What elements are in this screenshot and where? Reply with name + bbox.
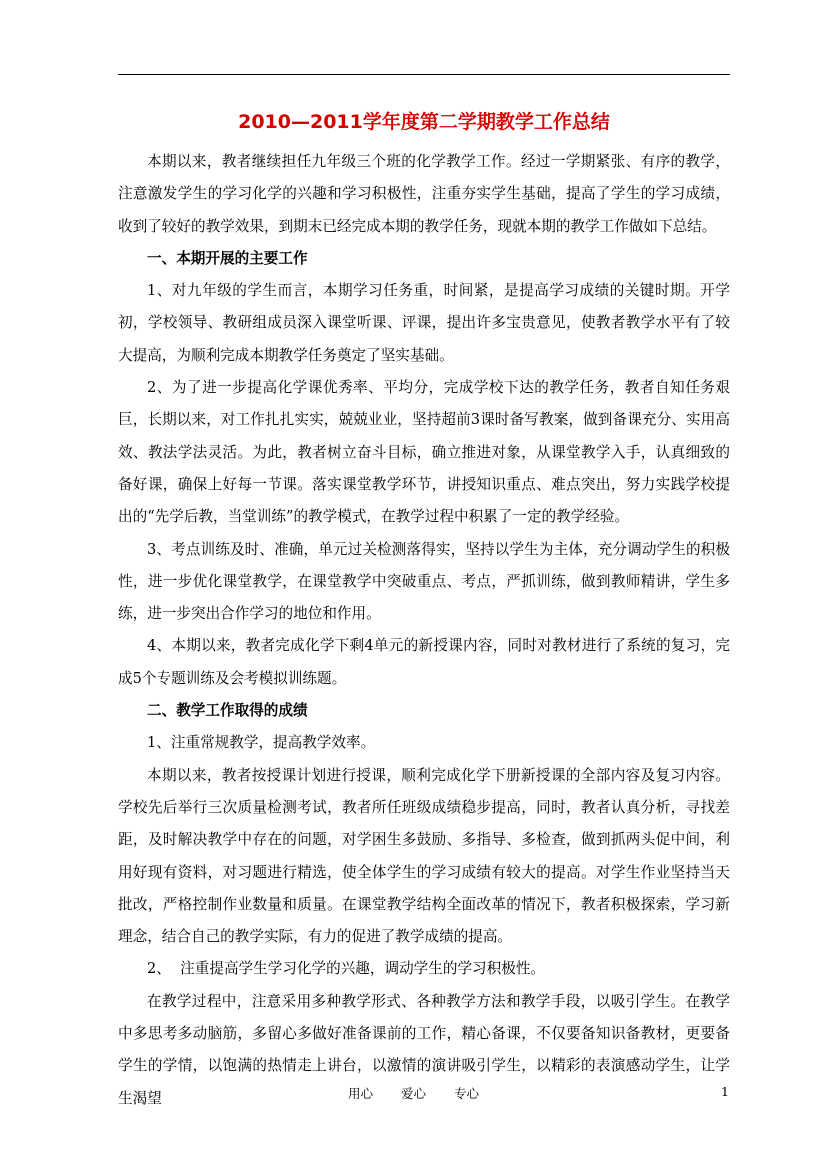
section2-paragraph-2: 在教学过程中，注意采用多种教学形式、各种教学方法和教学手段，以吸引学生。在教学中多思考多动脑筋，多留心多做好准备课前的工作，精心备课，不仅要备知识备教材，更要备学生的学情，以饱满的热情走上讲台，以激情的演讲吸引学生，以精彩的表演感动学生，让学生渴望 bbox=[118, 992, 730, 1107]
section2-paragraph-1: 本期以来，教者按授课计划进行授课，顺利完成化学下册新授课的全部内容及复习内容。学校先后举行三次质量检测考试，教者所任班级成绩稳步提高，同时，教者认真分析，寻找差距，及时解决教学中存在的问题，对学困生多鼓励、多指导、多检查，做到抓两头促中间，利用好现有资料，对习题进行精选，使全体学生的学习成绩有较大的提高。对学生作业坚持当天批改，严格控制作业数量和质量。在课堂教学结构全面改革的情况下，教者积极探索，学习新理念，结合自己的教学实际，有力的促进了教学成绩的提高。 bbox=[118, 766, 730, 946]
footer-word-2: 爱心 bbox=[400, 1086, 426, 1101]
section2-sub1: 1、注重常规教学，提高教学效率。 bbox=[147, 734, 376, 752]
document-body bbox=[118, 146, 730, 1115]
section2-heading: 二、教学工作取得的成绩 bbox=[147, 702, 308, 720]
footer-motto bbox=[0, 1084, 827, 1102]
section1-heading: 一、本期开展的主要工作 bbox=[147, 249, 308, 267]
document-title: 2010—2011学年度第二学期教学工作总结 bbox=[238, 111, 610, 133]
header-rule bbox=[118, 74, 730, 75]
section1-item-2: 2、为了进一步提高化学课优秀率、平均分，完成学校下达的教学任务，教者自知任务艰巨，长期以来，对工作扎扎实实，兢兢业业，坚持超前3课时备写教案，做到备课充分、实用高效、教法学法灵活。为此，教者树立奋斗目标，确立推进对象，从课堂教学入手，认真细致的备好课，确保上好每一节课。落实课堂教学环节，讲授知识重点、难点突出，努力实践学校提出的“先学后教，当堂训练”的教学模式，在教学过程中积累了一定的教学经验。 bbox=[118, 379, 730, 526]
section2-sub2: 2、 注重提高学生学习化学的兴趣，调动学生的学习积极性。 bbox=[147, 960, 546, 978]
section1-item-3: 3、考点训练及时、准确，单元过关检测落得实，坚持以学生为主体，充分调动学生的积极性，进一步优化课堂教学，在课堂教学中突破重点、考点，严抓训练，做到教师精讲，学生多练，进一步突出合作学习的地位和作用。 bbox=[118, 540, 730, 623]
intro-paragraph: 本期以来，教者继续担任九年级三个班的化学教学工作。经过一学期紧张、有序的教学，注意激发学生的学习化学的兴趣和学习积极性，注重夯实学生基础，提高了学生的学习成绩，收到了较好的教学效果，到期末已经完成本期的教学任务，现就本期的教学工作做如下总结。 bbox=[118, 153, 730, 235]
section1-item-4: 4、本期以来，教者完成化学下剩4单元的新授课内容，同时对教材进行了系统的复习，完成5个专题训练及会考模拟训练题。 bbox=[118, 637, 730, 687]
footer-word-1: 用心 bbox=[347, 1086, 373, 1101]
footer-word-3: 专心 bbox=[453, 1086, 479, 1101]
page-number: 1 bbox=[721, 1084, 729, 1099]
section1-item-1: 1、对九年级的学生而言，本期学习任务重，时间紧，是提高学习成绩的关键时期。开学初，学校领导、教研组成员深入课堂听课、评课，提出许多宝贵意见，使教者教学水平有了较大提高，为顺利完成本期教学任务奠定了坚实基础。 bbox=[118, 282, 730, 364]
